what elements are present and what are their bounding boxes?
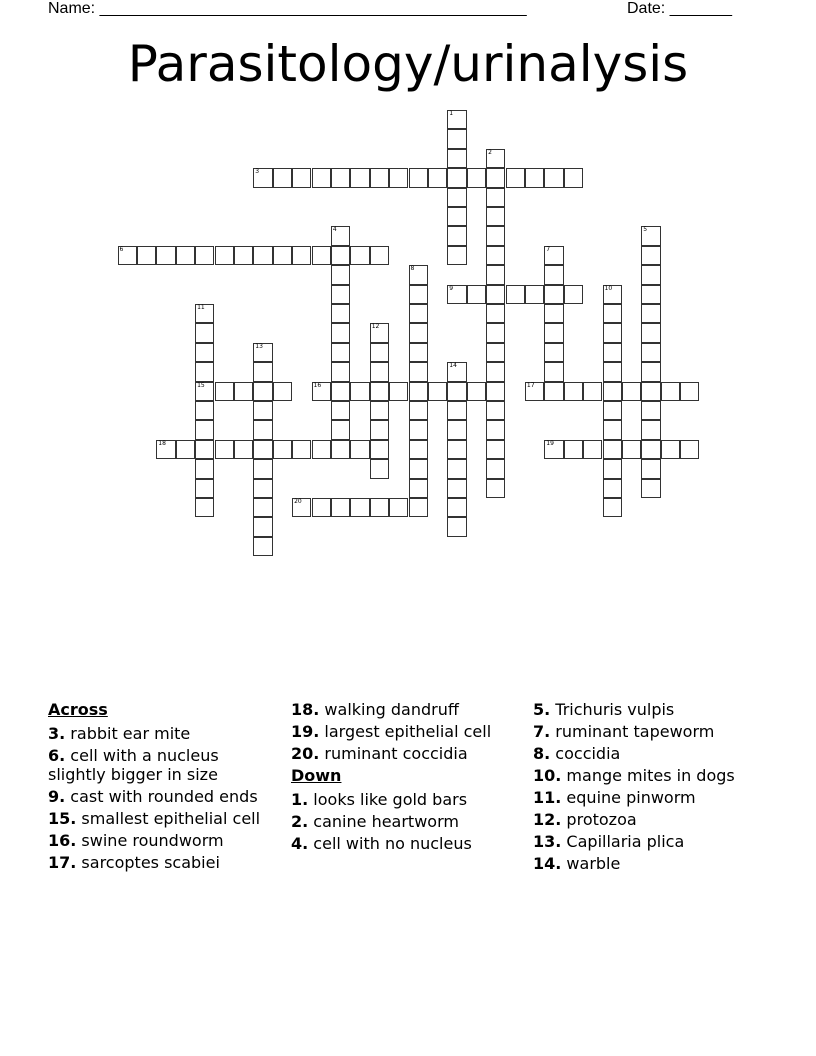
crossword-cell[interactable] [253, 420, 272, 439]
crossword-cell[interactable] [195, 362, 214, 381]
crossword-cell[interactable] [641, 246, 660, 265]
crossword-cell[interactable] [331, 382, 350, 401]
crossword-cell[interactable] [409, 479, 428, 498]
crossword-cell[interactable] [331, 362, 350, 381]
crossword-cell[interactable] [467, 285, 486, 304]
crossword-cell[interactable] [331, 304, 350, 323]
crossword-cell[interactable] [564, 285, 583, 304]
crossword-cell[interactable] [486, 440, 505, 459]
clue-number: 17. [48, 853, 77, 872]
crossword-cell[interactable] [370, 168, 389, 187]
crossword-cell[interactable] [370, 459, 389, 478]
clue-number: 7. [533, 722, 551, 741]
crossword-cell[interactable] [641, 226, 660, 245]
crossword-cell[interactable] [622, 382, 641, 401]
clue-number: 18. [291, 700, 320, 719]
crossword-cell[interactable] [447, 479, 466, 498]
crossword-cell[interactable] [389, 382, 408, 401]
crossword-cell[interactable] [447, 440, 466, 459]
crossword-cell[interactable] [486, 265, 505, 284]
crossword-cell[interactable] [409, 285, 428, 304]
crossword-cell[interactable] [195, 479, 214, 498]
crossword-cell[interactable] [409, 440, 428, 459]
crossword-cell[interactable] [486, 420, 505, 439]
crossword-cell[interactable] [331, 401, 350, 420]
clue-text: swine roundworm [76, 831, 224, 850]
crossword-cell[interactable] [641, 304, 660, 323]
crossword-cell[interactable] [215, 382, 234, 401]
clue-item [48, 831, 280, 850]
cell-number: 10 [604, 284, 613, 292]
crossword-cell[interactable] [253, 537, 272, 556]
cell-number: 2 [488, 148, 492, 156]
crossword-cell[interactable] [195, 440, 214, 459]
crossword-cell[interactable] [428, 168, 447, 187]
crossword-cell[interactable] [370, 246, 389, 265]
crossword-cell[interactable] [603, 285, 622, 304]
cell-number: 8 [410, 265, 415, 273]
crossword-cell[interactable] [447, 401, 466, 420]
clue-item [291, 722, 523, 741]
crossword-cell[interactable] [409, 265, 428, 284]
crossword-cell[interactable] [486, 149, 505, 168]
clue-item [533, 854, 765, 873]
crossword-cell[interactable] [370, 382, 389, 401]
crossword-cell[interactable] [331, 265, 350, 284]
crossword-cell[interactable] [292, 440, 311, 459]
clue-text: canine heartworm [308, 812, 459, 831]
crossword-cell[interactable] [486, 285, 505, 304]
clue-number: 1. [291, 790, 309, 809]
crossword-cell[interactable] [544, 246, 563, 265]
crossword-cell[interactable] [544, 440, 563, 459]
crossword-cell[interactable] [525, 285, 544, 304]
crossword-cell[interactable] [447, 285, 466, 304]
clue-number: 16. [48, 831, 77, 850]
clue-item [533, 700, 765, 719]
cell-number: 16 [313, 381, 322, 389]
clue-number: 2. [291, 812, 309, 831]
crossword-cell[interactable] [603, 382, 622, 401]
crossword-cell[interactable] [312, 440, 331, 459]
crossword-cell[interactable] [195, 401, 214, 420]
crossword-cell[interactable] [680, 440, 699, 459]
crossword-cell[interactable] [331, 246, 350, 265]
crossword-cell[interactable] [331, 498, 350, 517]
crossword-cell[interactable] [312, 498, 331, 517]
crossword-cell[interactable] [603, 479, 622, 498]
crossword-cell[interactable] [447, 168, 466, 187]
crossword-cell[interactable] [447, 517, 466, 536]
crossword-cell[interactable] [156, 246, 175, 265]
crossword-cell[interactable] [641, 343, 660, 362]
crossword-cell[interactable] [486, 401, 505, 420]
crossword-cell[interactable] [428, 382, 447, 401]
clue-item [291, 744, 523, 763]
crossword-cell[interactable] [447, 362, 466, 381]
crossword-cell[interactable] [409, 323, 428, 342]
crossword-cell[interactable] [641, 362, 660, 381]
crossword-cell[interactable] [486, 362, 505, 381]
crossword-cell[interactable] [486, 382, 505, 401]
crossword-cell[interactable] [486, 343, 505, 362]
clue-column-2 [291, 700, 523, 856]
crossword-cell[interactable] [176, 440, 195, 459]
crossword-cell[interactable] [253, 440, 272, 459]
crossword-cell[interactable] [253, 362, 272, 381]
crossword-cell[interactable] [641, 420, 660, 439]
clue-text: ruminant tapeworm [550, 722, 715, 741]
clue-text: ruminant coccidia [319, 744, 468, 763]
crossword-cell[interactable] [234, 246, 253, 265]
crossword-cell[interactable] [253, 382, 272, 401]
crossword-cell[interactable] [195, 304, 214, 323]
crossword-cell[interactable] [447, 129, 466, 148]
clue-item [533, 722, 765, 741]
crossword-cell[interactable] [544, 382, 563, 401]
clue-text: cell with no nucleus [308, 834, 472, 853]
clue-item [291, 834, 523, 853]
cell-number: 15 [197, 381, 205, 389]
clue-text: Capillaria plica [561, 832, 685, 851]
crossword-cell[interactable] [486, 479, 505, 498]
cell-number: 18 [158, 439, 166, 447]
crossword-cell[interactable] [234, 440, 253, 459]
crossword-cell[interactable] [409, 382, 428, 401]
crossword-cell[interactable] [350, 246, 369, 265]
clue-item [48, 853, 280, 872]
cell-number: 19 [546, 439, 554, 447]
crossword-cell[interactable] [253, 168, 272, 187]
cell-number: 1 [449, 110, 454, 117]
name-line[interactable]: Name: ________________________________________________ [48, 0, 527, 17]
crossword-cell[interactable] [603, 323, 622, 342]
crossword-cell[interactable] [486, 459, 505, 478]
crossword-cell[interactable] [603, 304, 622, 323]
page-title: Parasitology/urinalysis [127, 35, 689, 93]
crossword-cell[interactable] [195, 323, 214, 342]
clue-text: smallest epithelial cell [76, 809, 261, 828]
clue-text: walking dandruff [319, 700, 459, 719]
crossword-cell[interactable] [331, 420, 350, 439]
cell-number: 12 [371, 323, 380, 331]
crossword-cell[interactable] [292, 168, 311, 187]
clue-item [291, 812, 523, 831]
crossword-cell[interactable] [641, 382, 660, 401]
clue-number: 3. [48, 724, 66, 743]
crossword-cell[interactable] [486, 304, 505, 323]
crossword-cell[interactable] [292, 246, 311, 265]
clue-number: 14. [533, 854, 562, 873]
clue-number: 19. [291, 722, 320, 741]
cell-number: 4 [332, 226, 337, 234]
clue-item [291, 790, 523, 809]
crossword-cell[interactable] [486, 323, 505, 342]
crossword-cell[interactable] [350, 440, 369, 459]
clue-number: 10. [533, 766, 562, 785]
clue-number: 12. [533, 810, 562, 829]
crossword-cell[interactable] [370, 343, 389, 362]
crossword-cell[interactable] [312, 382, 331, 401]
crossword-cell[interactable] [195, 246, 214, 265]
crossword-cell[interactable] [215, 246, 234, 265]
crossword-cell[interactable] [292, 498, 311, 517]
crossword-cell[interactable] [350, 498, 369, 517]
across-heading: Across [48, 700, 108, 719]
crossword-cell[interactable] [661, 382, 680, 401]
crossword-cell[interactable] [195, 343, 214, 362]
clue-text: looks like gold bars [308, 790, 468, 809]
crossword-cell[interactable] [486, 188, 505, 207]
clue-number: 5. [533, 700, 551, 719]
crossword-cell[interactable] [447, 498, 466, 517]
cell-number: 7 [546, 245, 551, 253]
crossword-cell[interactable] [544, 323, 563, 342]
crossword-cell[interactable] [544, 168, 563, 187]
crossword-cell[interactable] [195, 498, 214, 517]
clue-number: 15. [48, 809, 77, 828]
clue-number: 6. [48, 746, 66, 765]
crossword-cell[interactable] [312, 168, 331, 187]
crossword-cell[interactable] [544, 285, 563, 304]
crossword-cell[interactable] [389, 498, 408, 517]
crossword-cell[interactable] [447, 246, 466, 265]
crossword-cell[interactable] [409, 459, 428, 478]
crossword-cell[interactable] [603, 362, 622, 381]
crossword-cell[interactable] [409, 304, 428, 323]
cell-number: 17 [526, 381, 535, 389]
clue-number: 4. [291, 834, 309, 853]
date-line[interactable]: Date: _______ [627, 0, 732, 17]
crossword-cell[interactable] [583, 440, 602, 459]
crossword-cell[interactable] [409, 168, 428, 187]
clue-item [48, 724, 280, 743]
crossword-cell[interactable] [564, 382, 583, 401]
clue-number: 9. [48, 787, 66, 806]
crossword-cell[interactable] [253, 246, 272, 265]
crossword-cell[interactable] [486, 246, 505, 265]
clue-text: rabbit ear mite [65, 724, 191, 743]
crossword-cell[interactable] [447, 226, 466, 245]
crossword-cell[interactable] [370, 498, 389, 517]
cell-number: 5 [643, 226, 648, 234]
crossword-cell[interactable] [564, 168, 583, 187]
crossword-cell[interactable] [331, 343, 350, 362]
crossword-cell[interactable] [195, 420, 214, 439]
clue-number: 8. [533, 744, 551, 763]
crossword-cell[interactable] [583, 382, 602, 401]
crossword-cell[interactable] [506, 168, 525, 187]
clue-item [533, 832, 765, 851]
crossword-cell[interactable] [603, 440, 622, 459]
crossword-cell[interactable] [215, 440, 234, 459]
crossword-cell[interactable] [603, 420, 622, 439]
clue-text: mange mites in dogs [561, 766, 735, 785]
clue-column-3 [533, 700, 765, 876]
crossword-cell[interactable] [641, 479, 660, 498]
crossword-cell[interactable] [253, 401, 272, 420]
crossword-cell[interactable] [447, 149, 466, 168]
crossword-cell[interactable] [641, 285, 660, 304]
crossword-cell[interactable] [331, 440, 350, 459]
crossword-cell[interactable] [253, 459, 272, 478]
crossword-cell[interactable] [370, 440, 389, 459]
crossword-cell[interactable] [525, 382, 544, 401]
crossword-cell[interactable] [447, 110, 466, 129]
crossword-cell[interactable] [544, 304, 563, 323]
clue-item [533, 744, 765, 763]
crossword-cell[interactable] [603, 343, 622, 362]
crossword-cell[interactable] [331, 323, 350, 342]
clue-item [48, 746, 280, 784]
crossword-cell[interactable] [370, 401, 389, 420]
crossword-cell[interactable] [137, 246, 156, 265]
clue-text: equine pinworm [561, 788, 696, 807]
crossword-cell[interactable] [331, 285, 350, 304]
crossword-cell[interactable] [118, 246, 137, 265]
crossword-cell[interactable] [234, 382, 253, 401]
crossword-cell[interactable] [486, 226, 505, 245]
crossword-cell[interactable] [622, 440, 641, 459]
clue-item [533, 788, 765, 807]
crossword-cell[interactable] [156, 440, 175, 459]
crossword-cell[interactable] [409, 401, 428, 420]
clue-text: coccidia [550, 744, 621, 763]
clue-item [533, 810, 765, 829]
crossword-cell[interactable] [564, 440, 583, 459]
crossword-cell[interactable] [253, 498, 272, 517]
crossword-cell[interactable] [409, 420, 428, 439]
crossword-cell[interactable] [370, 362, 389, 381]
crossword-cell[interactable] [641, 440, 660, 459]
clue-number: 13. [533, 832, 562, 851]
crossword-cell[interactable] [370, 420, 389, 439]
crossword-cell[interactable] [331, 226, 350, 245]
crossword-cell[interactable] [641, 265, 660, 284]
crossword-cell[interactable] [409, 343, 428, 362]
crossword-cell[interactable] [447, 207, 466, 226]
clue-text: warble [561, 854, 621, 873]
clue-item [48, 787, 280, 806]
crossword-cell[interactable] [661, 440, 680, 459]
crossword-cell[interactable] [544, 362, 563, 381]
clue-item [48, 809, 280, 828]
clue-text: cell with a nucleus slightly bigger in size [48, 746, 219, 784]
clue-text: Trichuris vulpis [550, 700, 675, 719]
crossword-cell[interactable] [447, 459, 466, 478]
crossword-cell[interactable] [370, 323, 389, 342]
crossword-cell[interactable] [273, 382, 292, 401]
crossword-cell[interactable] [273, 168, 292, 187]
crossword-cell[interactable] [253, 343, 272, 362]
crossword-cell[interactable] [641, 323, 660, 342]
crossword-cell[interactable] [350, 168, 369, 187]
crossword-cell[interactable] [389, 168, 408, 187]
crossword-cell[interactable] [506, 285, 525, 304]
crossword-cell[interactable] [447, 420, 466, 439]
crossword-cell[interactable] [603, 401, 622, 420]
crossword-cell[interactable] [350, 382, 369, 401]
crossword-cell[interactable] [273, 246, 292, 265]
crossword-cell[interactable] [312, 246, 331, 265]
cell-number: 6 [119, 245, 124, 253]
cell-number: 14 [449, 362, 457, 370]
crossword-cell[interactable] [195, 459, 214, 478]
crossword-cell[interactable] [641, 459, 660, 478]
crossword-cell[interactable] [331, 168, 350, 187]
cell-number: 13 [255, 342, 263, 350]
crossword-cell[interactable] [253, 517, 272, 536]
cell-number: 9 [449, 284, 454, 292]
clue-text: cast with rounded ends [65, 787, 258, 806]
clue-item [533, 766, 765, 785]
crossword-cell[interactable] [273, 440, 292, 459]
clue-text: protozoa [561, 810, 637, 829]
clue-number: 20. [291, 744, 320, 763]
crossword-cell[interactable] [486, 207, 505, 226]
down-heading: Down [291, 766, 342, 785]
cell-number: 20 [294, 498, 302, 505]
cell-number: 3 [255, 168, 260, 176]
crossword-cell[interactable] [409, 498, 428, 517]
crossword-cell[interactable] [467, 382, 486, 401]
crossword-cell[interactable] [525, 168, 544, 187]
crossword-cell[interactable] [195, 382, 214, 401]
crossword-cell[interactable] [544, 343, 563, 362]
crossword-cell[interactable] [253, 479, 272, 498]
clue-number: 11. [533, 788, 562, 807]
clue-column-1 [48, 700, 280, 875]
crossword-cell[interactable] [486, 168, 505, 187]
clue-text: largest epithelial cell [319, 722, 492, 741]
crossword-cell[interactable] [680, 382, 699, 401]
crossword-cell[interactable] [447, 382, 466, 401]
cell-number: 11 [197, 304, 205, 311]
crossword-cell[interactable] [409, 362, 428, 381]
crossword-cell[interactable] [176, 246, 195, 265]
crossword-cell[interactable] [467, 168, 486, 187]
clue-item [291, 700, 523, 719]
crossword-cell[interactable] [447, 188, 466, 207]
clue-text: sarcoptes scabiei [76, 853, 220, 872]
crossword-cell[interactable] [603, 498, 622, 517]
crossword-cell[interactable] [544, 265, 563, 284]
crossword-cell[interactable] [641, 401, 660, 420]
crossword-cell[interactable] [603, 459, 622, 478]
